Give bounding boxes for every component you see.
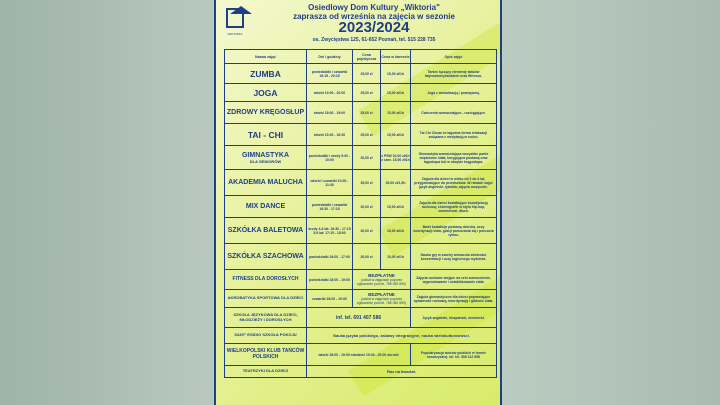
table-row [225,244,497,270]
free-note: (udział w zajęciach poprzez zgłoszenie pod tel. 785 082 690) [356,296,406,305]
class-days: poniedziałki 18:00 - 19:00 [307,270,353,290]
table-row [225,308,497,328]
free-label: BEZPŁATNE [368,272,395,278]
class-desc: Zajęcia dla dzieci kształtujące koordynację ruchową; choreografie w stylu hip-hop, commercial, disco. [411,196,497,218]
class-name: SANT' EGIDIO SZKOŁA POKOJU [225,328,307,344]
poster [214,0,502,405]
class-pass: 15,00 zł/1h [381,124,411,146]
class-desc: Gimnastyka wzmacniająca wszystkie partie mięśniowe ciała, korygująca postawę oraz łagodząca ból w obrębie kręgosłupa. [411,146,497,170]
col-header-days: Dni i godziny [307,50,353,64]
class-desc: Taniec łączący elementy tańców latynoamerykańskich oraz fitnessu. [411,64,497,84]
class-name: SZKOŁA JĘZYKOWA DLA DZIECI, MŁODZIEŻY I DOROSŁYCH [225,308,307,328]
class-name: TAI - CHI [225,124,307,146]
class-price: 20,00 zł [353,218,381,244]
table-row [225,270,497,290]
table-row [225,290,497,308]
class-days: wtorki 15:30 - 16:30 [307,124,353,146]
col-header-desc: Opis zajęć [411,50,497,64]
class-pass: 15,00 zł/1h [381,196,411,218]
class-contact: inf. tel. 691 407 586 [307,308,411,328]
class-days: wtorki 18:00 - 19:00 [307,102,353,124]
class-price: 20,00 zł [353,146,381,170]
free-note: (udział w zajęciach poprzez zgłoszenie pod tel. 785 082 690) [356,277,406,286]
class-price: 25,00 zł [353,102,381,124]
class-days: poniedziałki 16:00 - 17:00 [307,244,353,270]
class-pass: 30,00 zł/1,5h [381,170,411,196]
class-name: AKROBATYKA SPORTOWA DLA DZIECI [225,290,307,308]
header-line1: Osiedlowy Dom Kultury „Wiktoria" [308,3,440,12]
class-title: GIMNASTYKA [241,151,290,159]
class-days: poniedziałki i czwartki 19:15 - 20:15 [307,64,353,84]
schedule-table [224,49,497,378]
class-pass: 15,00 zł/1h [381,64,411,84]
class-pass: 15,00 zł/1h [381,218,411,244]
class-name: WIELKOPOLSKI KLUB TAŃCÓW POLSKICH [225,344,307,366]
header-line2: zaprasza od września na zajęcia w sezonie [293,12,455,21]
class-days: wtorki 18:00 - 19:00 młodzież 19:00 - 20:00 dorośli [307,344,411,366]
class-name: FITNESS DLA DOROSŁYCH [225,270,307,290]
logo-caption: WIKTORIA [227,32,243,36]
class-name: JOGA [225,84,307,102]
class-desc-wide: Nauka języka polskiego, zabawy integracyjne, nauka wielokulturowości. [307,328,497,344]
class-name: AKADEMIA MALUCHA [225,170,307,196]
class-price: 25,00 zł [353,124,381,146]
class-desc: Joga z wizualizacją i pranayamą. [411,84,497,102]
table-row [225,196,497,218]
class-name: ZUMBA [225,64,307,84]
class-desc: Zajęcia dla dzieci w wieku od 2 do 4 lat, przygotowujące do przedszkola. W ramach zajęć język angielski, rytmika, zajęcia muzyczne. [411,170,497,196]
class-name: TEATRZYKI DLA DZIECI [225,366,307,378]
class-desc: Zajęcia gimnastyczne dla dzieci poprawiające sprawność ruchową, koordynację i gibkość ciała. [411,290,497,308]
class-desc: Zajęcia ruchowe stojące na celu wzmocnienie, wyprostowanie i ustabilizowanie ciała. [411,270,497,290]
class-pass: z PSW 10,00 zł/1h z care. 15,00 zł/1h [381,146,411,170]
class-pass: 15,00 zł/1h [381,102,411,124]
col-header-pass: Cena w karnecie [381,50,411,64]
class-price: 35,00 zł [353,170,381,196]
wiktoria-logo [222,6,248,40]
class-free [353,290,411,308]
class-subtitle: DLA SENIORÓW [249,158,282,164]
class-name: MIX DANCE [225,196,307,218]
class-price: 25,00 zł [353,84,381,102]
table-header-row [225,50,497,64]
table-row [225,146,497,170]
class-desc: Język angielski, hiszpański, niemiecki. [411,308,497,328]
table-row [225,64,497,84]
table-row [225,102,497,124]
class-desc: Tai Chi Chuan to łagodna forma relaksacji związana z medytacją w ruchu. [411,124,497,146]
table-row [225,344,497,366]
col-header-name: Nazwa zajęć [225,50,307,64]
class-price: 25,00 zł [353,64,381,84]
class-desc: Popularyzacja tańców polskich w formie towarzyskiej. inf. tel. 508 212 558 [411,344,497,366]
class-desc: Balet kształtuje postawę dziecka, uczy koordynacji ciała, gracji poruszania się i poczucia rytmu. [411,218,497,244]
table-row [225,124,497,146]
class-days: wtorki 19:00 - 20:00 [307,84,353,102]
class-days: czwartki 18:00 - 19:00 [307,290,353,308]
class-days: poniedziałki i czwartki 16:30 - 17:15 [307,196,353,218]
class-price: 20,00 zł [353,196,381,218]
table-row [225,328,497,344]
class-desc: Nauka gry w szachy wzmacnia zdolności koncentracji i uczy logicznego myślenia. [411,244,497,270]
class-days: wtorki i czwartki 10:00 - 11:30 [307,170,353,196]
class-name: SZKÓŁKA SZACHOWA [225,244,307,270]
poster-header [216,0,500,46]
class-name: ZDROWY KRĘGOSŁUP [225,102,307,124]
col-header-price: Cena pojedyncza [353,50,381,64]
free-label: BEZPŁATNE [368,291,395,297]
class-desc-wide: Raz na kwartał. [307,366,497,378]
class-pass: 15,00 zł/1h [381,84,411,102]
class-name: SZKÓŁKA BALETOWA [225,218,307,244]
class-pass: 15,00 zł/1h [381,244,411,270]
class-price: 20,00 zł [353,244,381,270]
table-row [225,366,497,378]
class-free [353,270,411,290]
class-name [225,146,307,170]
table-row [225,84,497,102]
house-icon [226,8,244,28]
table-row [225,218,497,244]
class-desc: Ćwiczenia wzmacniająco - rozciągające. [411,102,497,124]
class-days: poniedziałki i środy 9:00 - 10:00 [307,146,353,170]
address: os. Zwycięstwa 125, 61-652 Poznań, tel. 515 228 735 [312,37,436,43]
class-days: środy 4-6 lat: 16:30 - 17:15 5-6 lat: 17:15 - 18:00 [307,218,353,244]
table-row [225,170,497,196]
season-year: 2023/2024 [338,19,410,36]
